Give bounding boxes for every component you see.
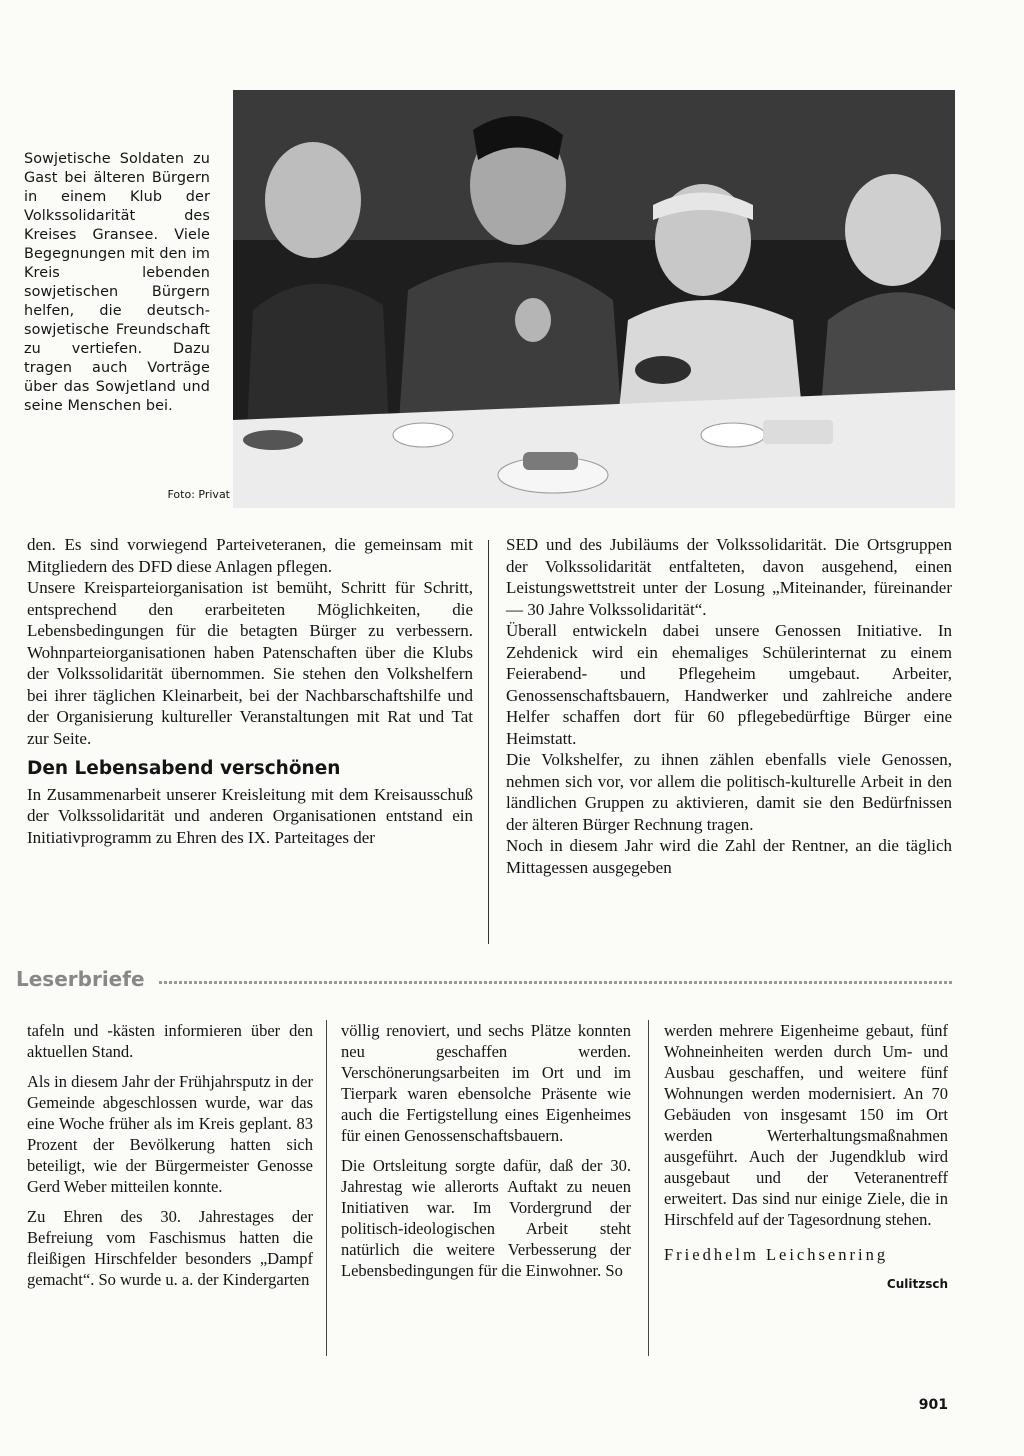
column-divider bbox=[648, 1020, 649, 1356]
section-title: Leserbriefe bbox=[16, 967, 145, 991]
author-place: Culitzsch bbox=[886, 1277, 948, 1291]
paragraph: völlig renoviert, und sechs Plätze konnten neu geschaffen werden. Verschönerungsarbeiten im Ort und im Tierpark waren ebensolche Präsente wie auch die Fertigstellung eines Eigenheimes für einen Genossenschaftsbauern. bbox=[341, 1021, 631, 1145]
paragraph: SED und des Jubiläums der Volkssolidarität. Die Ortsgruppen der Volkssolidarität entfalteten, davon ausgehend, einen Leistungswettstreit unter der Losung „Miteinander, füreinander — 30 Jahre Volkssolidarität“. bbox=[506, 535, 952, 619]
section-heading: Den Lebensabend verschönen bbox=[27, 758, 341, 779]
letter-column-2 bbox=[341, 1020, 631, 1290]
caption-text: Sowjetische Soldaten zu Gast bei älteren Bürgern in einem Klub der Volkssolidarität des Kreises Gransee. Viele Begegnungen mit den im Kreis lebenden sowjetischen Bürgern helfen, die deutsch-sowjetische Freundschaft zu vertiefen. Dazu tragen auch Vorträge über das Sowjetland und seine Menschen bei. bbox=[24, 151, 210, 414]
paragraph: Zu Ehren des 30. Jahrestages der Befreiung vom Faschismus hatten die fleißigen Hirschfelder besonders „Dampf gemacht“. So wurde u. a. der Kindergarten bbox=[27, 1207, 313, 1289]
page-number: 901 bbox=[918, 1397, 948, 1413]
paragraph: Die Ortsleitung sorgte dafür, daß der 30. Jahrestag wie allerorts Auftakt zu neuen Initiativen war. Im Vordergrund der politisch-ideologischen Arbeit steht natürlich die weitere Verbesserung der Lebensbedingungen für die Einwohner. So bbox=[341, 1156, 631, 1280]
banner-rule bbox=[159, 981, 952, 984]
photo bbox=[233, 90, 955, 508]
article-column-right bbox=[506, 534, 952, 878]
photo-caption bbox=[24, 150, 210, 416]
author-signature: Friedhelm Leichsenring bbox=[664, 1245, 889, 1264]
column-divider bbox=[488, 540, 489, 944]
paragraph: Überall entwickeln dabei unsere Genossen Initiative. In Zehdenick wird ein ehemaliges Schülerinternat zu einem Feierabend- und Pflegeheim umgebaut. Arbeiter, Genossenschaftsbauern, Handwerker und zahlreiche andere Helfer schaffen dort für 60 pflegebedürftige Bürger eine Heimstatt. bbox=[506, 621, 952, 748]
paragraph: Die Volkshelfer, zu ihnen zählen ebenfalls viele Genossen, nehmen sich vor, vor allem die politisch-kulturelle Arbeit in den ländlichen Gruppen zu aktivieren, damit sie den Bedürfnissen der älteren Bürger Rechnung tragen. bbox=[506, 750, 952, 834]
paragraph: tafeln und -kästen informieren über den aktuellen Stand. bbox=[27, 1021, 313, 1061]
column-divider bbox=[326, 1020, 327, 1356]
letter-column-1 bbox=[27, 1020, 313, 1299]
paragraph: den. Es sind vorwiegend Parteiveteranen, die gemeinsam mit Mitgliedern des DFD diese Anlagen pflegen. bbox=[27, 535, 473, 576]
paragraph: Noch in diesem Jahr wird die Zahl der Rentner, an die täglich Mittagessen ausgegeben bbox=[506, 836, 952, 877]
photo-credit: Foto: Privat bbox=[167, 488, 230, 501]
paragraph: werden mehrere Eigenheime gebaut, fünf Wohneinheiten werden durch Um- und Ausbau geschaffen, und weitere fünf Wohnungen werden modernisiert. An 70 Gebäuden von insgesamt 150 im Ort werden Werterhaltungsmaßnahmen ausgeführt. Auch der Jugendklub wird ausgebaut und der Veteranentreff erweitert. Das sind nur einige Ziele, die in Hirschfeld auf der Tagesordnung stehen. bbox=[664, 1021, 948, 1229]
letter-column-3 bbox=[664, 1020, 948, 1304]
paragraph: Als in diesem Jahr der Frühjahrsputz in der Gemeinde abgeschlossen wurde, war das eine Woche früher als im Kreis geplant. 83 Prozent der Bevölkerung hatten sich beteiligt, wie der Bürgermeister Genosse Gerd Weber mitteilen konnte. bbox=[27, 1072, 313, 1196]
group-photo-illustration bbox=[233, 90, 955, 508]
paragraph: Unsere Kreisparteiorganisation ist bemüht, Schritt für Schritt, entsprechend den erarbeiteten Möglichkeiten, die Lebensbedingungen für die betagten Bürger zu verbessern. Wohnparteiorganisationen haben Patenschaften über die Klubs der Volkssolidarität übernommen. Sie stehen den Volkshelfern bei ihrer täglichen Kleinarbeit, bei der Nachbarschaftshilfe und der Organisierung kultureller Veranstaltungen mit Rat und Tat zur Seite. bbox=[27, 578, 473, 748]
paragraph: In Zusammenarbeit unserer Kreisleitung mit dem Kreisausschuß der Volkssolidarität und anderen Organisationen entstand ein Initiativprogramm zu Ehren des IX. Parteitages der bbox=[27, 784, 473, 847]
article-column-left bbox=[27, 534, 473, 848]
section-banner bbox=[16, 964, 952, 994]
